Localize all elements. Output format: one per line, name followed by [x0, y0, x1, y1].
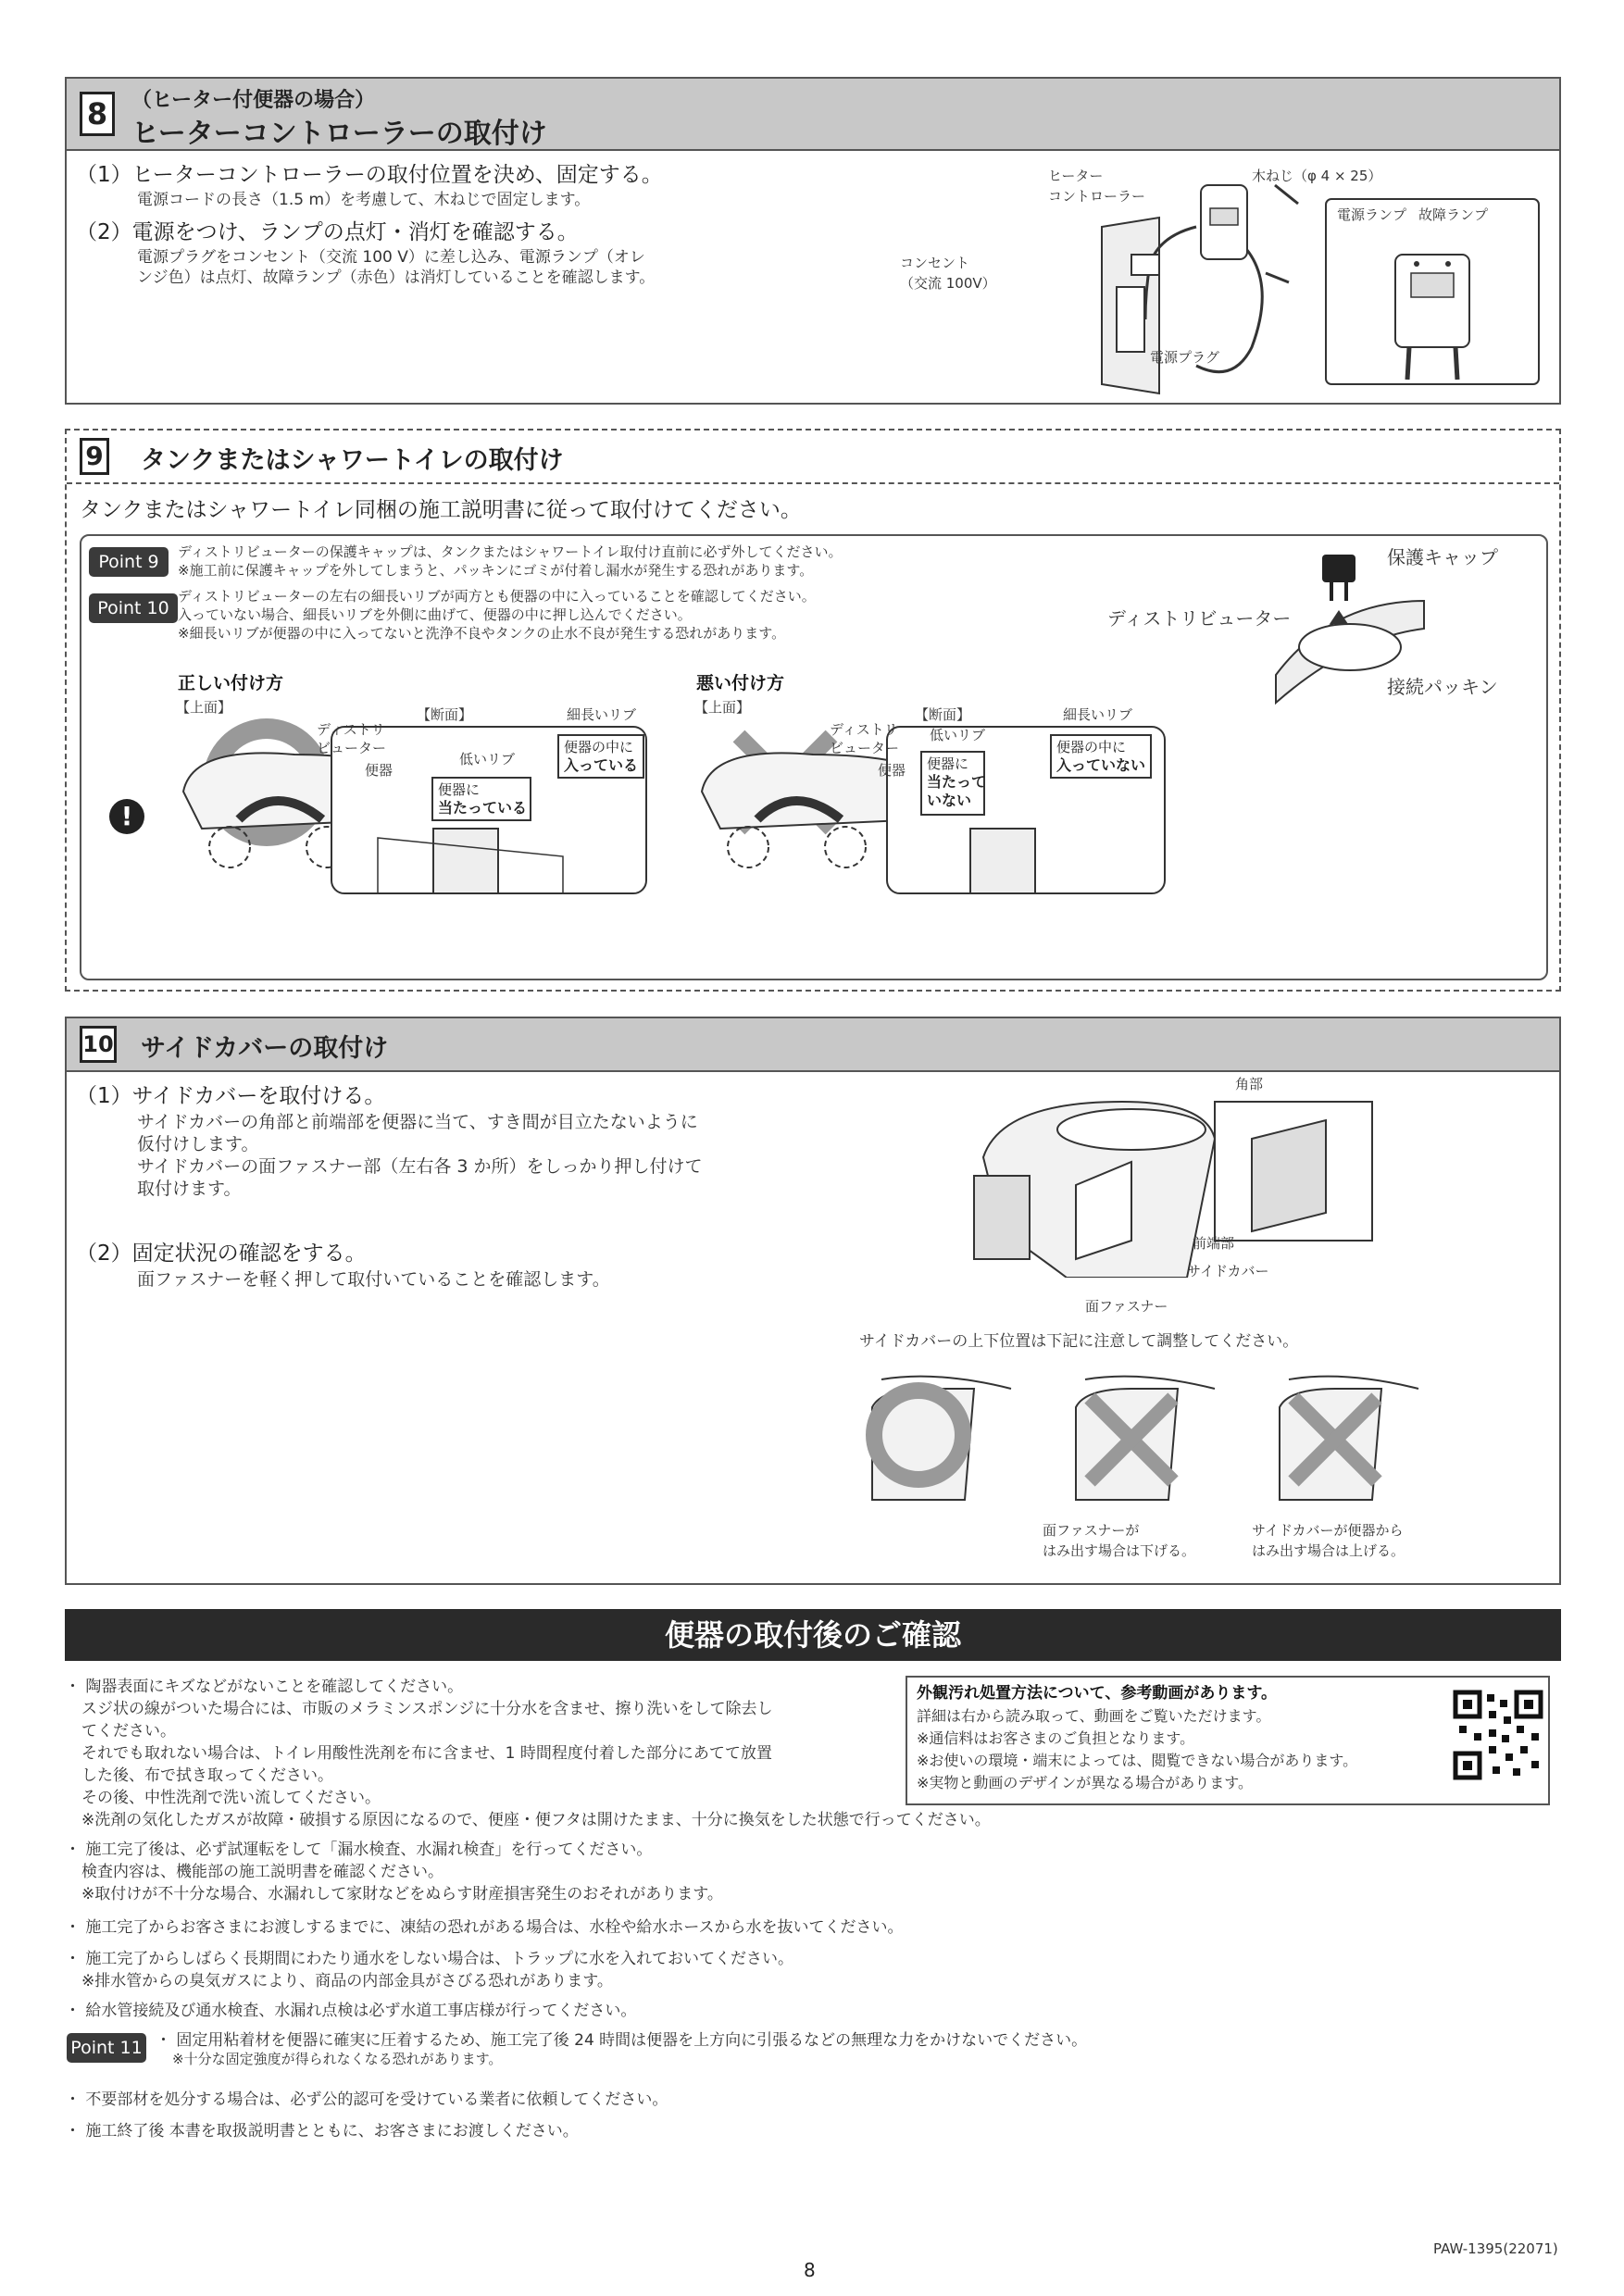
- section-8-header: [67, 79, 1559, 151]
- section-9-intro: タンクまたはシャワートイレ同梱の施工説明書に従って取付けてください。: [80, 498, 802, 522]
- step-10-1-l1: サイドカバーの角部と前端部を便器に当て、すき間が目立たないように: [137, 1112, 698, 1132]
- label-dist-2-wrong: ビューター: [830, 740, 900, 756]
- section-9-title: タンクまたはシャワートイレの取付け: [141, 446, 564, 475]
- label-bowl-wrong: 便器: [878, 762, 906, 779]
- step-10-2: （2）固定状況の確認をする。: [76, 1242, 367, 1266]
- step-8-2-note-1: 電源プラグをコンセント（交流 100 V）に差し込み、電源ランプ（オレ: [137, 248, 645, 267]
- step-10-1-l3: サイドカバーの面ファスナー部（左右各 3 か所）をしっかり押し付けて: [137, 1156, 703, 1177]
- confirm-b1-l2: スジ状の線がついた場合には、市販のメラミンスポンジに十分水を含ませ、擦り洗いをして除去し: [81, 1700, 773, 1718]
- label-screw: 木ねじ（φ 4 × 25）: [1252, 168, 1382, 184]
- point-10-line-3: ※細長いリブが便器の中に入ってないと洗浄不良やタンクの止水不良が発生する恐れがあります。: [178, 625, 786, 642]
- confirm-b6: ・ 不要部材を処分する場合は、必ず公的認可を受けている業者に依頼してください。: [65, 2090, 668, 2109]
- section-9-header: [67, 430, 1559, 484]
- point-9-line-1: ディストリビューターの保護キャップは、タンクまたはシャワートイレ取付け直前に必ず外してください。: [178, 543, 843, 560]
- confirm-b1-l3: てください。: [81, 1722, 176, 1741]
- label-fastener: 面ファスナー: [1085, 1298, 1168, 1315]
- point-11-l1: ・ 固定用粘着材を便器に確実に圧着するため、施工完了後 24 時間は便器を上方向に引張るなどの無理な力をかけないでください。: [156, 2031, 1088, 2050]
- confirm-b5: ・ 給水管接続及び通水検査、水漏れ点検は必ず水道工事店様が行ってください。: [65, 2002, 637, 2020]
- confirm-b3: ・ 施工完了からお客さまにお渡しするまでに、凍結の恐れがある場合は、水栓や給水ホースから水を抜いてください。: [65, 1918, 904, 1937]
- points-panel: [80, 534, 1548, 980]
- callout-touching-l1: 便器に: [438, 781, 481, 798]
- confirm-banner: [65, 1609, 1561, 1661]
- section-10-header: [67, 1018, 1559, 1072]
- confirm-b2-l2: 検査内容は、機能部の施工説明書を確認ください。: [81, 1863, 443, 1881]
- step-10-1: （1）サイドカバーを取付ける。: [76, 1084, 386, 1108]
- label-dist-1: ディストリ: [317, 721, 385, 738]
- video-box: [906, 1676, 1550, 1805]
- point-10-badge: Point 10: [89, 593, 178, 623]
- label-top-view-correct: 【上面】: [176, 699, 232, 716]
- confirm-b1-l5: した後、布で拭き取ってください。: [81, 1766, 333, 1785]
- callout-in-bowl-yes: [557, 734, 644, 779]
- step-10-1-l2: 仮付けします。: [137, 1134, 259, 1154]
- video-l2: ※通信料はお客さまのご負担となります。: [917, 1729, 1195, 1747]
- label-long-rib-wrong: 細長いリブ: [1063, 706, 1133, 723]
- step-8-2-note-2: ンジ色）は点灯、故障ランプ（赤色）は消灯していることを確認します。: [137, 268, 656, 287]
- confirm-b2: ・ 施工完了後は、必ず試運転をして「漏水検査、水漏れ検査」を行ってください。: [65, 1841, 653, 1859]
- section-8-title: ヒーターコントローラーの取付け: [131, 118, 547, 150]
- label-front: 前端部: [1193, 1235, 1235, 1252]
- step-8-1-note: 電源コードの長さ（1.5 m）を考慮して、木ねじで固定します。: [137, 191, 591, 209]
- doc-code: PAW-1395(22071): [1433, 2240, 1558, 2257]
- adjust-ng2-illustration: [1252, 1370, 1437, 1509]
- point-10-line-2: 入っていない場合、細長いリブを外側に曲げて、便器の中に押し込んでください。: [178, 606, 692, 623]
- step-10-2-l1: 面ファスナーを軽く押して取付いていることを確認します。: [137, 1269, 610, 1290]
- label-bowl: 便器: [365, 762, 394, 779]
- label-ng2-l2: はみ出す場合は上げる。: [1252, 1542, 1405, 1559]
- step-8-1: （1）ヒーターコントローラーの取付位置を決め、固定する。: [76, 163, 663, 187]
- confirm-b7: ・ 施工終了後 本書を取扱説明書とともに、お客さまにお渡しください。: [65, 2122, 579, 2140]
- callout-touching: [431, 777, 531, 821]
- adjust-ok-illustration: [844, 1370, 1030, 1509]
- callout-in-bowl-yes-l2: 入っている: [564, 756, 639, 774]
- callout-not-touching: [920, 751, 985, 816]
- label-side-cover: サイドカバー: [1187, 1263, 1269, 1279]
- label-packing: 接続パッキン: [1387, 676, 1498, 698]
- confirm-b4: ・ 施工完了からしばらく長期間にわたり通水をしない場合は、トラップに水を入れておいてください。: [65, 1950, 794, 1968]
- adjust-ng1-illustration: [1048, 1370, 1233, 1509]
- video-l3: ※お使いの環境・端末によっては、閲覧できない場合があります。: [917, 1752, 1358, 1769]
- video-l1: 詳細は右から読み取って、動画をご覧いただけます。: [917, 1707, 1271, 1725]
- label-outlet-2: （交流 100V）: [900, 275, 996, 292]
- point-9-badge: Point 9: [89, 547, 169, 577]
- callout-not-touching-l2: 当たって: [927, 773, 987, 791]
- label-power-lamp: 電源ランプ: [1337, 206, 1407, 223]
- warning-icon: !: [109, 799, 144, 834]
- callout-not-touching-l3: いない: [927, 792, 972, 809]
- step-number-9: 9: [80, 438, 109, 475]
- confirm-b1-l7: ※洗剤の気化したガスが故障・破損する原因になるので、便座・便フタは開けたまま、十分に換気をした状態で行ってください。: [81, 1811, 991, 1829]
- point-10-line-1: ディストリビューターの左右の細長いリブが両方とも便器の中に入っていることを確認してください。: [178, 588, 816, 605]
- section-8-subtitle: （ヒーター付便器の場合）: [131, 89, 376, 112]
- confirm-b1: ・ 陶器表面にキズなどがないことを確認してください。: [65, 1678, 464, 1696]
- label-fault-lamp: 故障ランプ: [1418, 206, 1489, 223]
- step-number-10: 10: [80, 1026, 117, 1063]
- section-8: [65, 77, 1561, 405]
- callout-touching-l2: 当たっている: [438, 799, 528, 817]
- point-11-l2: ※十分な固定強度が得られなくなる恐れがあります。: [172, 2051, 503, 2067]
- step-10-1-l4: 取付けます。: [137, 1179, 242, 1199]
- label-dist-2: ビューター: [317, 740, 387, 756]
- section-10-title: サイドカバーの取付け: [141, 1034, 389, 1063]
- label-corner: 角部: [1235, 1076, 1264, 1092]
- label-outlet-1: コンセント: [900, 255, 970, 271]
- confirm-title: 便器の取付後のご確認: [664, 1617, 961, 1653]
- label-ng2-l1: サイドカバーが便器から: [1252, 1522, 1404, 1539]
- label-dist-1-wrong: ディストリ: [830, 721, 898, 738]
- label-plug: 電源プラグ: [1150, 349, 1220, 366]
- label-correct: 正しい付け方: [178, 673, 284, 693]
- label-protect-cap: 保護キャップ: [1387, 546, 1498, 568]
- confirm-b1-l4: それでも取れない場合は、トイレ用酸性洗剤を布に含ませ、1 時間程度付着した部分にあてて放置: [81, 1744, 772, 1763]
- side-cover-illustration: [937, 1074, 1381, 1278]
- label-heater-1: ヒーター: [1048, 168, 1104, 184]
- label-ng1-l1: 面ファスナーが: [1043, 1522, 1140, 1539]
- label-long-rib: 細長いリブ: [567, 706, 637, 723]
- video-title: 外観汚れ処置方法について、参考動画があります。: [917, 1684, 1277, 1703]
- callout-not-touching-l1: 便器に: [927, 755, 969, 772]
- label-wrong: 悪い付け方: [696, 673, 785, 693]
- label-low-rib: 低いリブ: [459, 751, 516, 767]
- adjust-note: サイドカバーの上下位置は下記に注意して調整してください。: [859, 1332, 1299, 1351]
- label-low-rib-wrong: 低いリブ: [930, 727, 986, 743]
- callout-in-bowl-no: [1050, 734, 1152, 779]
- label-heater-2: コントローラー: [1048, 188, 1146, 205]
- video-l4: ※実物と動画のデザインが異なる場合があります。: [917, 1774, 1254, 1791]
- section-10: [65, 1017, 1561, 1585]
- step-8-2: （2）電源をつけ、ランプの点灯・消灯を確認する。: [76, 220, 579, 244]
- section-9: [65, 429, 1561, 992]
- confirm-b1-l6: その後、中性洗剤で洗い流してください。: [81, 1789, 381, 1807]
- confirm-b2-l3: ※取付けが不十分な場合、水漏れして家財などをぬらす財産損害発生のおそれがあります。: [81, 1885, 723, 1903]
- callout-in-bowl-yes-l1: 便器の中に: [564, 739, 634, 755]
- confirm-b4-l2: ※排水管からの臭気ガスにより、商品の内部金具がさびる恐れがあります。: [81, 1972, 613, 1990]
- point-9-line-2: ※施工前に保護キャップを外してしまうと、パッキンにゴミが付着し漏水が発生する恐れがあります。: [178, 562, 814, 579]
- label-section: 【断面】: [417, 706, 473, 723]
- page-number: 8: [804, 2259, 816, 2281]
- step-number-8: 8: [80, 92, 115, 136]
- qr-code-icon[interactable]: [1452, 1689, 1544, 1781]
- label-section-wrong: 【断面】: [915, 706, 971, 723]
- label-distributor: ディストリビューター: [1107, 607, 1292, 630]
- label-top-view-wrong: 【上面】: [694, 699, 751, 716]
- callout-in-bowl-no-l1: 便器の中に: [1056, 739, 1127, 755]
- label-ng1-l2: はみ出す場合は下げる。: [1043, 1542, 1196, 1559]
- point-11-badge: Point 11: [67, 2033, 146, 2063]
- callout-in-bowl-no-l2: 入っていない: [1056, 756, 1146, 774]
